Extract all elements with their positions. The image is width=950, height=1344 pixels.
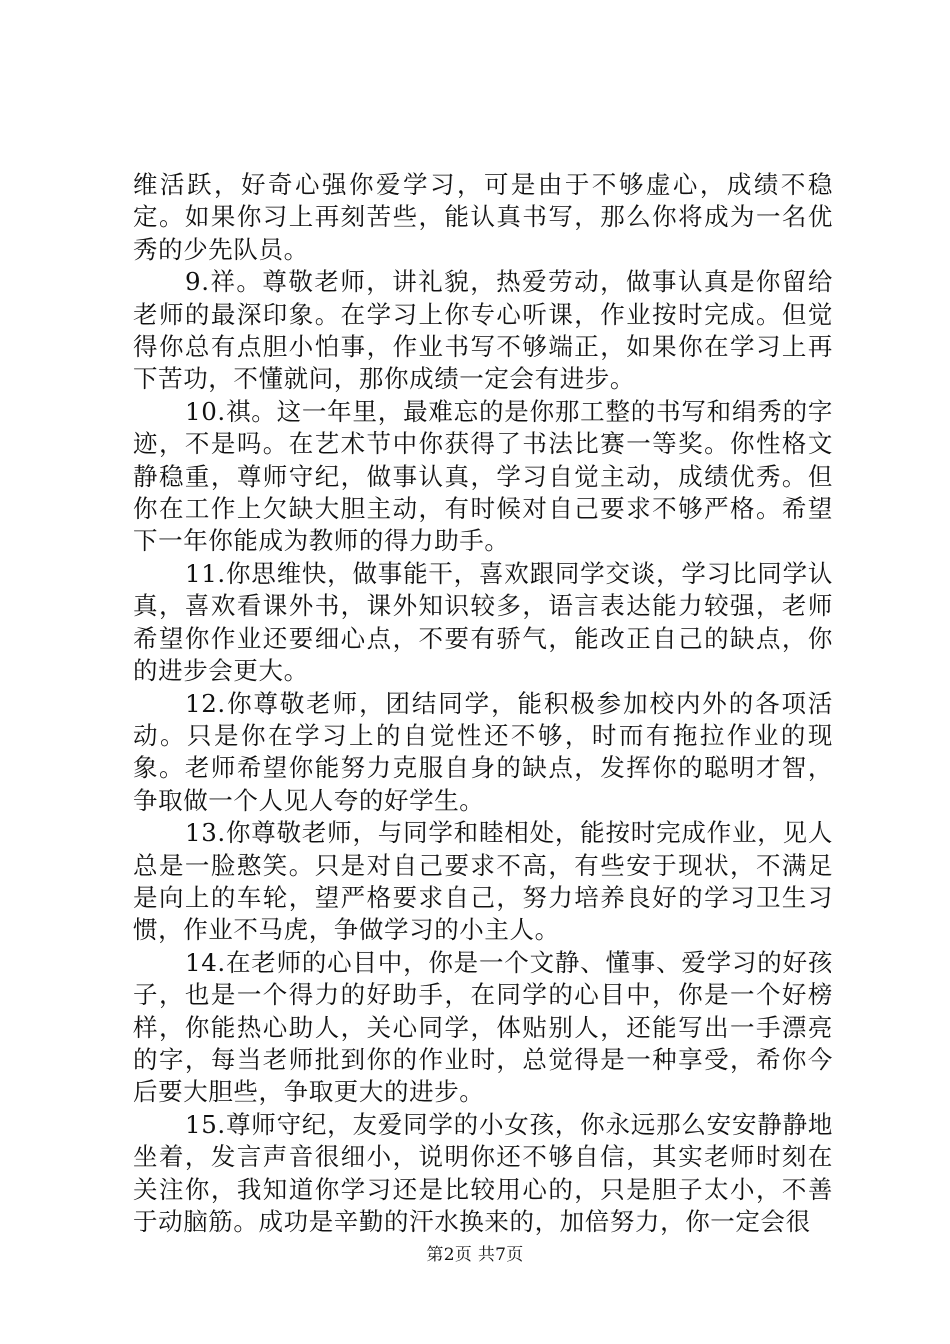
paragraph: 13.你尊敬老师，与同学和睦相处，能按时完成作业，见人总是一脸憨笑。只是对自己要求不高，有些安于现状，不满足是向上的车轮，望严格要求自己，努力培养良好的学习卫生习惯，作业不马虎，争做学习的小主人。 [133, 818, 833, 945]
paragraph: 14.在老师的心目中，你是一个文静、懂事、爱学习的好孩子，也是一个得力的好助手，在同学的心目中，你是一个好榜样，你能热心助人，关心同学，体贴别人，还能写出一手漂亮的字，每当老师批到你的作业时，总觉得是一种享受，希你今后要大胆些，争取更大的进步。 [133, 947, 833, 1107]
paragraph: 12.你尊敬老师，团结同学，能积极参加校内外的各项活动。只是你在学习上的自觉性还不够，时而有拖拉作业的现象。老师希望你能努力克服自身的缺点，发挥你的聪明才智，争取做一个人见人夸的好学生。 [133, 688, 833, 815]
page-footer [0, 1245, 950, 1265]
paragraph: 9.祥。尊敬老师，讲礼貌，热爱劳动，做事认真是你留给老师的最深印象。在学习上你专心听课，作业按时完成。但觉得你总有点胆小怕事，作业书写不够端正，如果你在学习上再下苦功，不懂就问，那你成绩一定会有进步。 [133, 267, 833, 394]
document-body [133, 169, 833, 1238]
paragraph: 15.尊师守纪，友爱同学的小女孩，你永远那么安安静静地坐着，发言声音很细小，说明你还不够自信，其实老师时刻在关注你，我知道你学习还是比较用心的，只是胆子太小，不善于动脑筋。成功是辛勤的汗水换来的，加倍努力，你一定会很 [133, 1109, 833, 1236]
paragraph: 10.祺。这一年里，最难忘的是你那工整的书写和绢秀的字迹，不是吗。在艺术节中你获得了书法比赛一等奖。你性格文静稳重，尊师守纪，做事认真，学习自觉主动，成绩优秀。但你在工作上欠缺大胆主动，有时候对自己要求不够严格。希望下一年你能成为教师的得力助手。 [133, 396, 833, 556]
page-number: 第2页 共7页 [426, 1245, 524, 1265]
paragraph: 11.你思维快，做事能干，喜欢跟同学交谈，学习比同学认真，喜欢看课外书，课外知识较多，语言表达能力较强，老师希望你作业还要细心点，不要有骄气，能改正自己的缺点，你的进步会更大。 [133, 558, 833, 686]
paragraph: 维活跃，好奇心强你爱学习，可是由于不够虚心，成绩不稳定。如果你习上再刻苦些，能认真书写，那么你将成为一名优秀的少先队员。 [133, 170, 833, 264]
